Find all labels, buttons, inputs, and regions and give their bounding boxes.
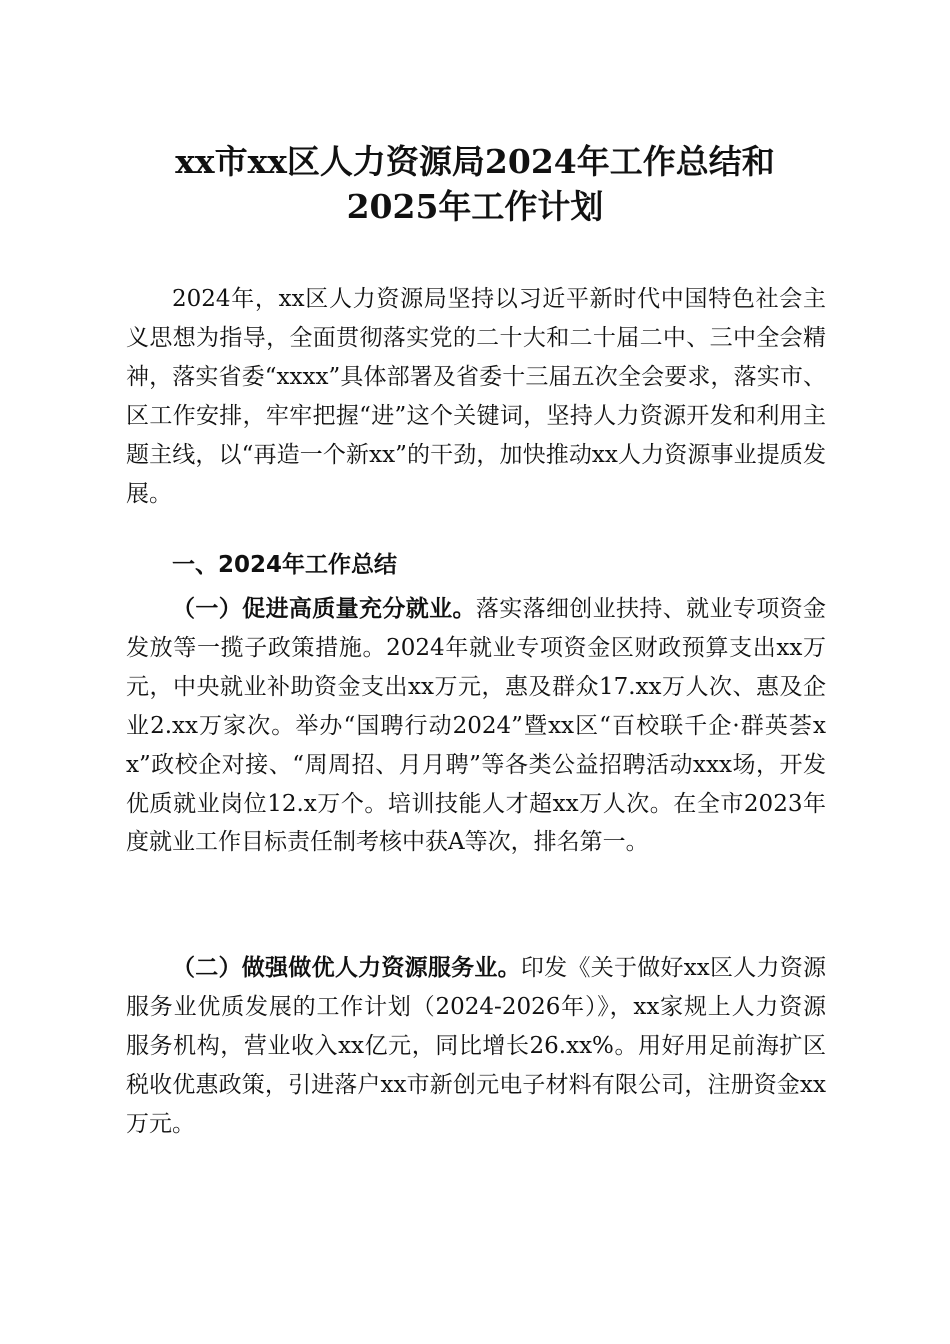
document-title-line1: xx市xx区人力资源局2024年工作总结和: [175, 142, 775, 181]
section-heading-2024-summary: 一、2024年工作总结: [172, 552, 398, 578]
subsection-hr-service-paragraph: [126, 949, 826, 1144]
subsection-hr-service-heading: （二）做强做优人力资源服务业。: [172, 954, 521, 981]
document-title-line2: 2025年工作计划: [346, 187, 604, 226]
subsection-employment-body: 落实落细创业扶持、就业专项资金发放等一揽子政策措施。2024年就业专项资金区财政预算支出xx万元，中央就业补助资金支出xx万元，惠及群众17.xx万人次、惠及企业2.xx万家次。举办“国聘行动2024”暨xx区“百校联千企·群英荟xx”政校企对接、“周周招、月月聘”等各类公益招聘活动xxx场，开发优质就业岗位12.x万个。培训技能人才超xx万人次。在全市2023年度就业工作目标责任制考核中获A等次，排名第一。: [126, 596, 827, 856]
subsection-hr-service-body: 印发《关于做好xx区人力资源服务业优质发展的工作计划（2024-2026年）》，xx家规上人力资源服务机构，营业收入xx亿元，同比增长26.xx%。用好用足前海扩区税收优惠政策，引进落户xx市新创元电子材料有限公司，注册资金xx万元。: [126, 955, 826, 1137]
subsection-employment-heading: （一）促进高质量充分就业。: [172, 595, 476, 622]
intro-paragraph: 2024年，xx区人力资源局坚持以习近平新时代中国特色社会主义思想为指导，全面贯彻落实党的二十大和二十届二中、三中全会精神，落实省委“xxxx”具体部署及省委十三届五次全会要求，落实市、区工作安排，牢牢把握“进”这个关键词，坚持人力资源开发和利用主题主线，以“再造一个新xx”的干劲，加快推动xx人力资源事业提质发展。: [126, 286, 826, 507]
subsection-employment-paragraph: [126, 590, 826, 862]
